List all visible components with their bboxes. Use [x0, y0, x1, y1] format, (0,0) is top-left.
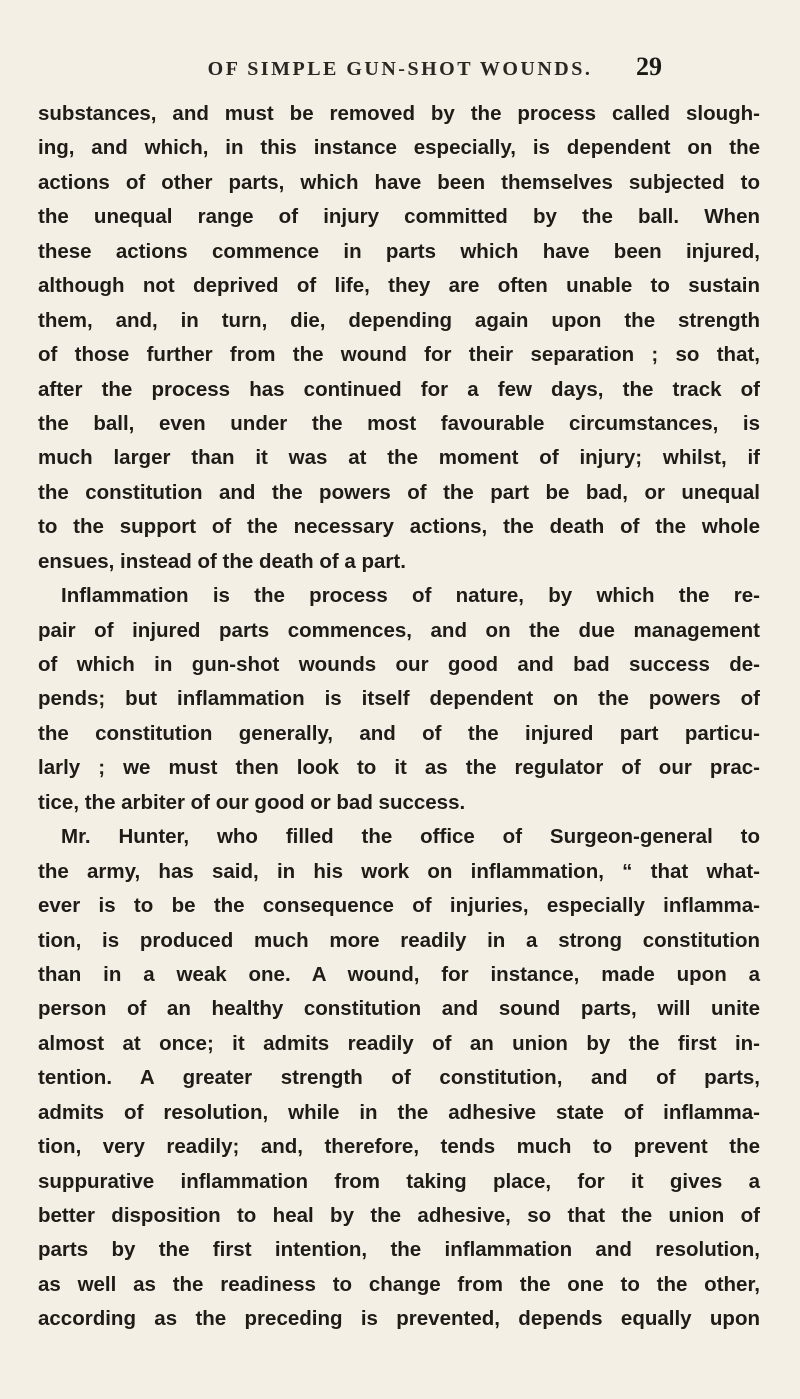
text-line: than in a weak one. A wound, for instance, made upon a [38, 962, 760, 986]
text-line: tion, very readily; and, therefore, tends much to prevent the [38, 1135, 760, 1159]
text-line: ing, and which, in this instance especially, is dependent on the [38, 136, 760, 160]
paragraph-start-line: Mr. Hunter, who filled the office of Surgeon-general to [61, 825, 760, 849]
text-line: better disposition to heal by the adhesive, so that the union of [38, 1204, 760, 1227]
paragraph-end-line: ensues, instead of the death of a part. [38, 549, 406, 573]
page-number: 29 [636, 52, 662, 81]
running-head-title: OF SIMPLE GUN-SHOT WOUNDS. [207, 58, 593, 80]
text-line: to the support of the necessary actions, the death of the whole [38, 515, 760, 539]
text-line: the army, has said, in his work on inflammation, “ that what- [38, 859, 760, 883]
text-line: tion, is produced much more readily in a strong constitution [38, 928, 760, 952]
running-head [0, 52, 800, 92]
text-line: these actions commence in parts which have been injured, [38, 239, 760, 263]
text-line: ever is to be the consequence of injuries, especially inflamma- [38, 894, 760, 918]
text-line: parts by the first intention, the inflammation and resolution, [38, 1238, 760, 1262]
text-line: the ball, even under the most favourable circumstances, is [38, 411, 760, 435]
paragraph-start-line: Inflammation is the process of nature, by which the re- [61, 584, 760, 608]
text-line: person of an healthy constitution and sound parts, will unite [38, 997, 760, 1021]
text-line: suppurative inflammation from taking place, for it gives a [38, 1169, 760, 1193]
paragraph-end-line: tice, the arbiter of our good or bad success. [38, 790, 466, 814]
text-line: pair of injured parts commences, and on the due management [38, 618, 760, 642]
text-line: the unequal range of injury committed by the ball. When [38, 205, 760, 229]
text-line: as well as the readiness to change from the one to the other, [38, 1272, 760, 1296]
text-line: tention. A greater strength of constitution, and of parts, [38, 1066, 760, 1090]
text-line: of those further from the wound for their separation ; so that, [38, 343, 760, 367]
body-text [38, 97, 760, 1337]
text-line: substances, and must be removed by the process called slough- [38, 102, 760, 125]
text-line: according as the preceding is prevented, depends equally upon [38, 1307, 760, 1331]
text-line: the constitution generally, and of the injured part particu- [38, 721, 760, 745]
text-line: the constitution and the powers of the part be bad, or unequal [38, 480, 760, 504]
text-line: admits of resolution, while in the adhesive state of inflamma- [38, 1100, 760, 1124]
text-line: pends; but inflammation is itself dependent on the powers of [38, 687, 760, 711]
text-line: after the process has continued for a few days, the track of [38, 377, 760, 401]
text-line: almost at once; it admits readily of an union by the first in- [38, 1031, 760, 1055]
text-line: much larger than it was at the moment of injury; whilst, if [38, 446, 760, 470]
text-line: them, and, in turn, die, depending again upon the strength [38, 308, 760, 332]
text-line: larly ; we must then look to it as the regulator of our prac- [38, 756, 760, 780]
text-line: although not deprived of life, they are often unable to sustain [38, 274, 760, 298]
text-line: of which in gun-shot wounds our good and bad success de- [38, 653, 760, 676]
text-line: actions of other parts, which have been themselves subjected to [38, 170, 760, 194]
